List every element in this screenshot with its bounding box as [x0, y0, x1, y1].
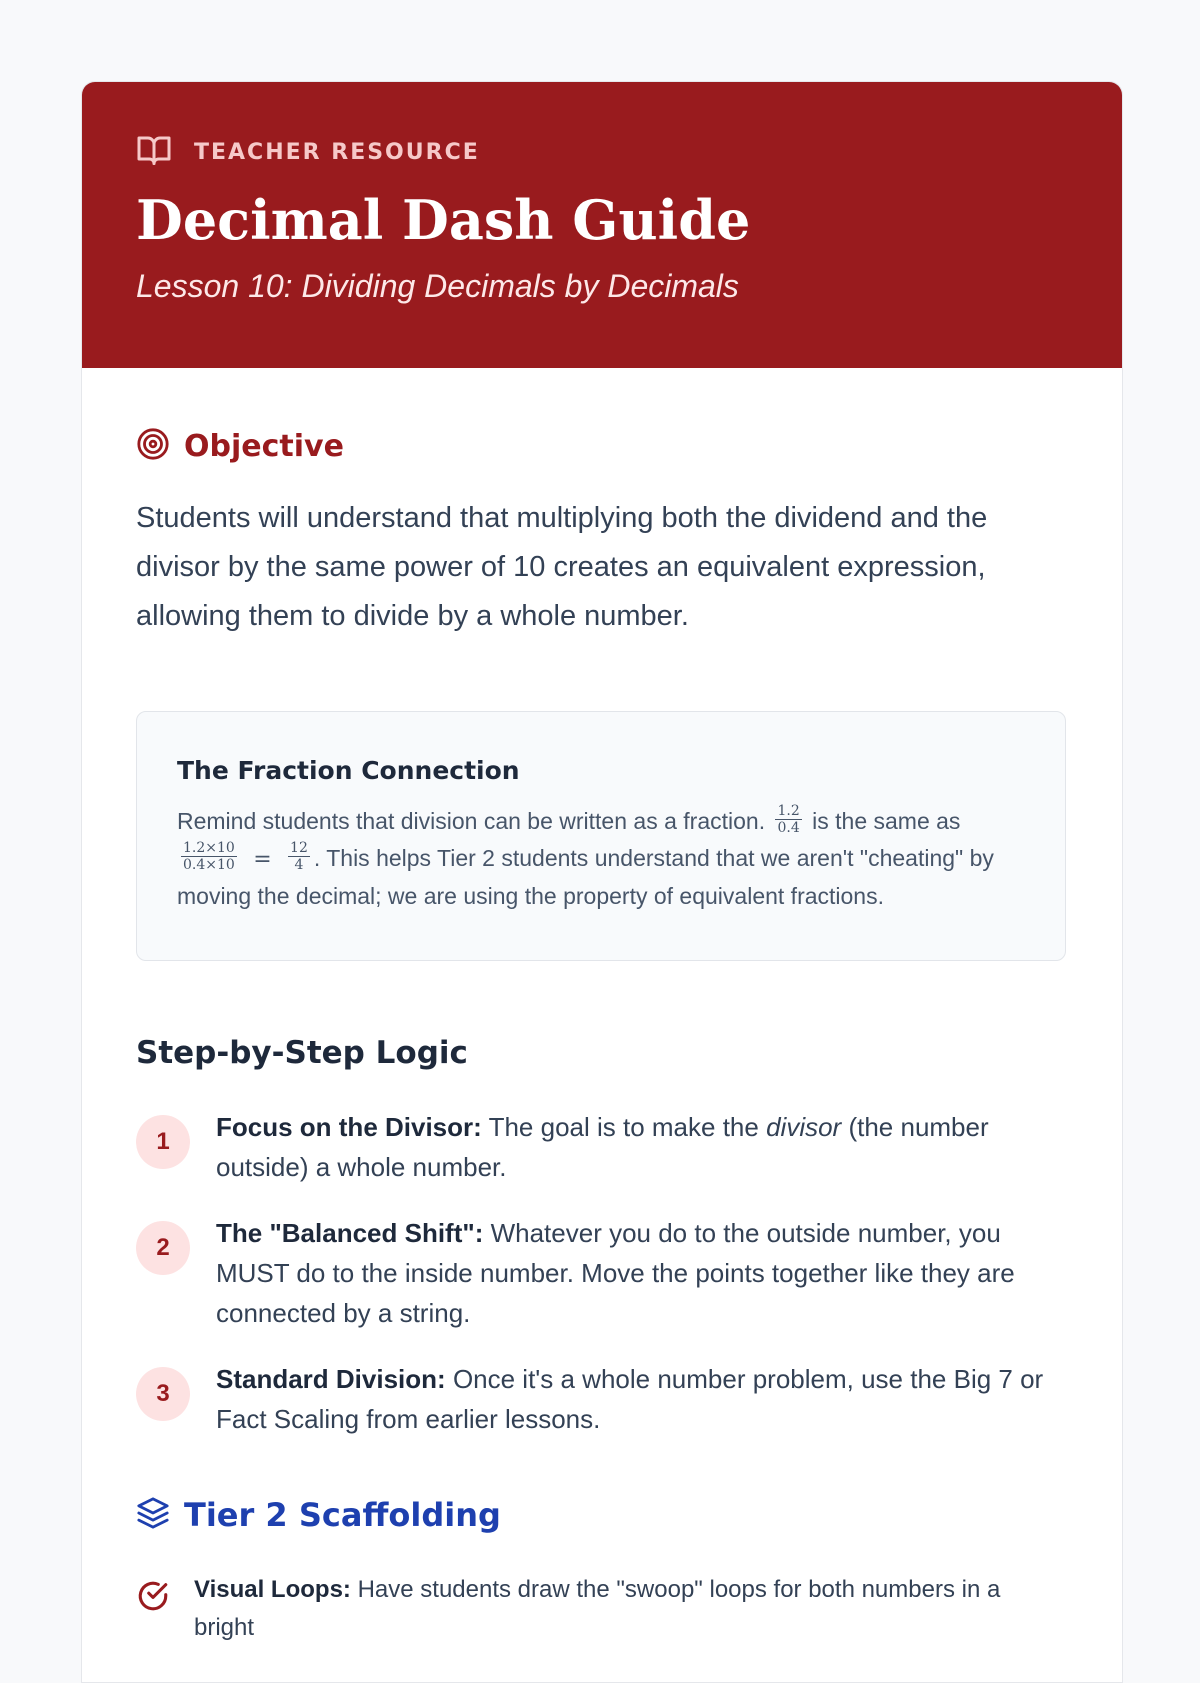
- fraction-scaled: $\frac{1.2\times 10}{0.4\times 10}$: [183, 840, 235, 874]
- steps-list: [136, 1107, 1068, 1439]
- objective-text: Students will understand that multiplying both the dividend and the divisor by the same power of 10 creates an equivalent expression, allowing them to divide by a whole number.: [136, 502, 988, 632]
- fraction-1-2-over-0-4: $\frac{1.2}{0.4}$: [777, 803, 800, 837]
- step-number-badge: 1: [136, 1115, 190, 1169]
- check-circle-icon: [136, 1571, 170, 1647]
- content-body: [82, 426, 1122, 1647]
- list-item: [136, 1571, 1068, 1647]
- objective-heading: [136, 426, 1068, 466]
- fraction-12-over-4: $\frac{12}{4}$: [290, 840, 308, 874]
- guide-card: [81, 81, 1123, 1683]
- note-text-part: is the same as: [812, 808, 961, 834]
- page-subtitle: Lesson 10: Dividing Decimals by Decimals: [136, 268, 739, 304]
- step-text: Focus on the Divisor: The goal is to make the divisor (the number outside) a whole number.: [216, 1112, 989, 1182]
- tier2-item-text: Visual Loops: Have students draw the "swoop" loops for both numbers in a bright: [194, 1576, 1001, 1641]
- fraction-connection-box: [136, 711, 1066, 961]
- step-number-badge: 2: [136, 1221, 190, 1275]
- step-text: The "Balanced Shift": Whatever you do to the outside number, you MUST do to the inside number. Move the points together like they are connected by a string.: [216, 1218, 1015, 1328]
- list-item: [136, 1213, 1068, 1333]
- tier2-title: Tier 2 Scaffolding: [184, 1496, 501, 1534]
- step-text: Standard Division: Once it's a whole number problem, use the Big 7 or Fact Scaling from earlier lessons.: [216, 1364, 1044, 1434]
- eyebrow-label: TEACHER RESOURCE: [194, 139, 480, 165]
- list-item: [136, 1359, 1068, 1439]
- target-icon: [136, 427, 170, 466]
- note-text-part: . This helps Tier 2 students understand that we aren't "cheating" by moving the decimal; we are using the property of equivalent fractions.: [177, 845, 994, 909]
- layers-icon: [136, 1496, 170, 1535]
- list-item: [136, 1107, 1068, 1187]
- eyebrow: [136, 134, 1068, 170]
- page-title: Decimal Dash Guide: [136, 188, 751, 252]
- note-text: [177, 803, 1025, 915]
- objective-title: Objective: [184, 428, 344, 464]
- steps-heading: Step-by-Step Logic: [136, 1035, 468, 1071]
- note-text-part: Remind students that division can be written as a fraction.: [177, 808, 766, 834]
- note-title: The Fraction Connection: [177, 756, 520, 785]
- step-number-badge: 3: [136, 1367, 190, 1421]
- tier2-heading: [136, 1493, 1068, 1537]
- open-book-icon: [136, 132, 172, 173]
- equals-sign: =: [253, 847, 272, 872]
- header-banner: [82, 82, 1122, 368]
